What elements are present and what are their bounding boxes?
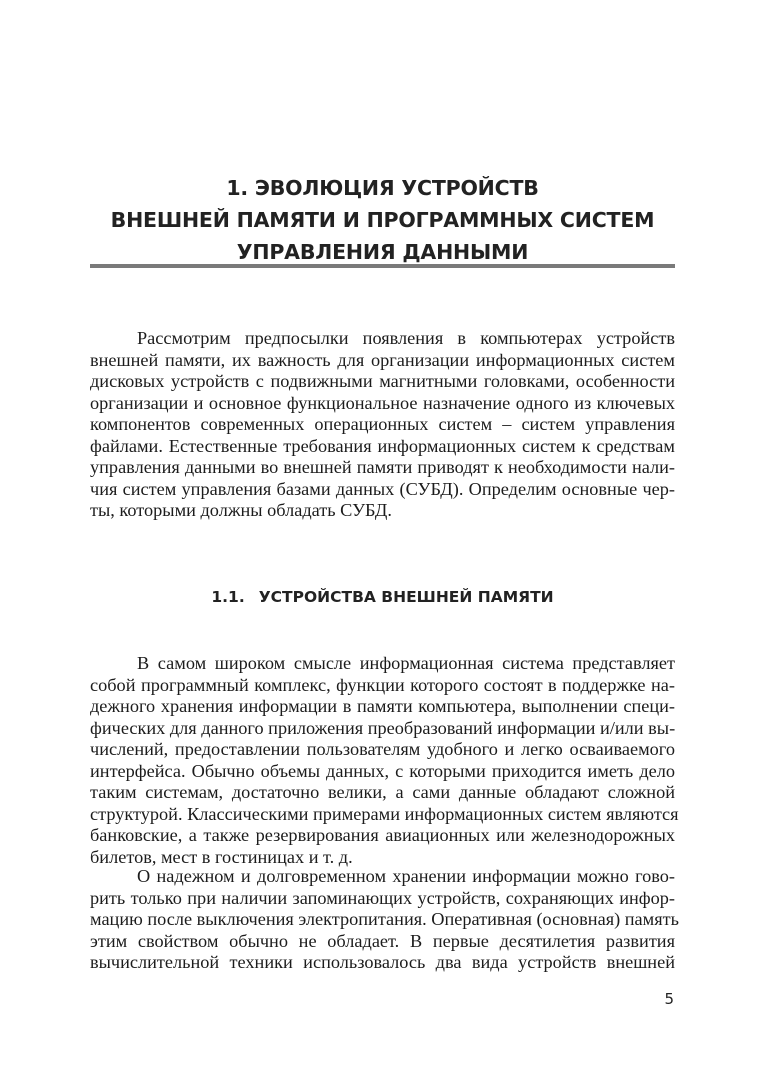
- text-line: банковские, а также резервирования авиационных или железнодорожных: [90, 825, 675, 845]
- section-paragraph-1: [90, 653, 679, 868]
- section-heading: [90, 586, 675, 608]
- text-line: фических для данного приложения преобразований информации и/или вы-: [90, 717, 676, 738]
- text-line: таким системам, достаточно велики, а сами данные обладают сложной: [90, 782, 675, 802]
- text-line: рить только при наличии запоминающих устройств, сохраняющих инфор-: [90, 887, 675, 908]
- text-line: интерфейса. Обычно объемы данных, с которыми приходится иметь дело: [90, 760, 675, 781]
- text-line: организации и основное функциональное назначение одного из ключевых: [90, 392, 675, 413]
- chapter-title-line: ВНЕШНЕЙ ПАМЯТИ И ПРОГРАММНЫХ СИСТЕМ: [110, 208, 655, 232]
- text-line: дежного хранения информации в памяти компьютера, выполнении специ-: [90, 696, 675, 716]
- intro-paragraph: [90, 328, 675, 522]
- text-line: собой программный комплекс, функции которого состоят в поддержке на-: [90, 674, 675, 695]
- chapter-title-line: УПРАВЛЕНИЯ ДАННЫМИ: [236, 240, 529, 264]
- text-line: билетов, мест в гостиницах и т. д.: [90, 846, 353, 867]
- section-paragraph-2: [90, 866, 679, 974]
- text-line: О надежном и долговременном хранении информации можно гово-: [137, 866, 675, 886]
- text-line: компонентов современных операционных систем – систем управления: [90, 414, 675, 434]
- text-line: ты, которыми должны обладать СУБД.: [90, 500, 392, 520]
- text-line: Рассмотрим предпосылки появления в компьютерах устройств: [137, 328, 675, 348]
- text-line: числений, предоставлении пользователям удобного и легко осваиваемого: [90, 739, 675, 759]
- title-underline-rule: [90, 264, 675, 268]
- text-line: файлами. Естественные требования информационных систем к средствам: [90, 435, 675, 456]
- text-line: структурой. Классическими примерами информационных систем являются: [90, 803, 679, 824]
- text-line: вычислительной техники использовалось два вида устройств внешней: [90, 952, 675, 972]
- text-line: В самом широком смысле информационная система представляет: [137, 653, 675, 673]
- page-number: 5: [664, 990, 674, 1008]
- text-line: управления данными во внешней памяти приводят к необходимости нали-: [90, 457, 675, 477]
- text-line: этим свойством обычно не обладает. В первые десятилетия развития: [90, 930, 675, 951]
- chapter-title-line: 1. ЭВОЛЮЦИЯ УСТРОЙСТВ: [226, 176, 539, 200]
- section-title: УСТРОЙСТВА ВНЕШНЕЙ ПАМЯТИ: [258, 588, 554, 606]
- section-number: 1.1.: [211, 588, 245, 606]
- text-line: внешней памяти, их важность для организации информационных систем: [90, 349, 675, 370]
- text-line: чия систем управления базами данных (СУБД). Определим основные чер-: [90, 478, 675, 499]
- chapter-title: [90, 172, 675, 268]
- text-line: мацию после выключения электропитания. Оперативная (основная) память: [90, 909, 679, 929]
- text-line: дисковых устройств с подвижными магнитными головками, особенности: [90, 371, 675, 391]
